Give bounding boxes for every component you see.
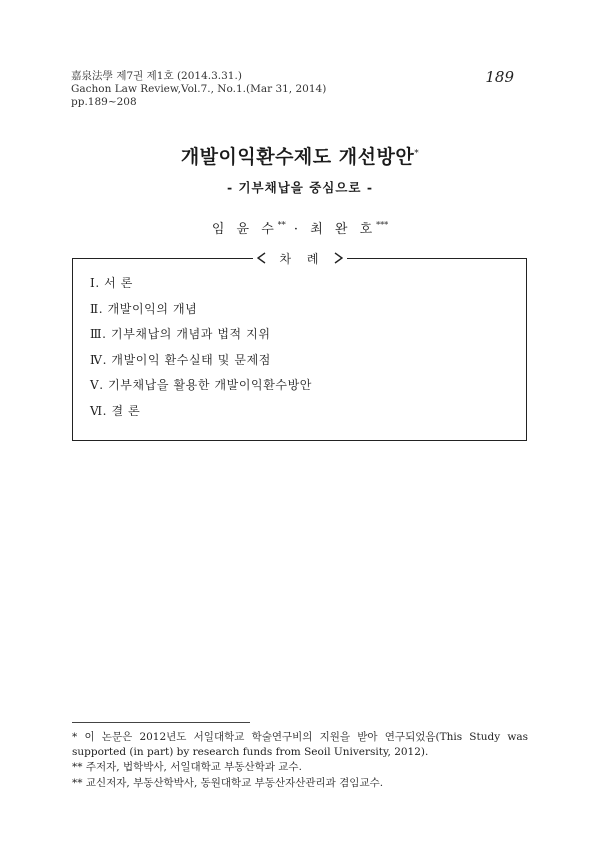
toc-list <box>90 275 312 428</box>
author-line <box>0 218 600 237</box>
footnote-funding: * 이 논문은 2012년도 서일대학교 학술연구비의 지원을 받아 연구되었음(This Study was supported (in part) by research funds from Seoil University, 2012). <box>72 731 528 758</box>
page-number: 189 <box>485 68 514 86</box>
article-subtitle: - 기부채납을 중심으로 - <box>226 180 374 195</box>
title-footnote-mark: * <box>414 148 420 159</box>
toc-heading <box>0 250 600 267</box>
journal-citation-english: Gachon Law Review,Vol.7., No.1.(Mar 31, 2014) <box>71 83 327 95</box>
article-title <box>0 142 600 169</box>
footnote-primary-author: ** 주저자, 법학박사, 서일대학교 부동산학과 교수. <box>72 761 302 773</box>
page-range: pp.189~208 <box>71 96 137 108</box>
toc-heading-text: 차 례 <box>279 252 325 266</box>
toc-item-recapture-plan: Ⅴ. 기부채납을 활용한 개발이익환수방안 <box>90 378 312 392</box>
toc-item-contribution-legal-status: Ⅲ. 기부채납의 개념과 법적 지위 <box>90 327 271 341</box>
author-corresponding: 최 완 호 <box>310 222 377 237</box>
article-title-text: 개발이익환수제도 개선방안 <box>180 146 415 168</box>
journal-citation-korean: 嘉泉法學 제7권 제1호 (2014.3.31.) <box>71 70 242 82</box>
author-separator: · <box>293 222 303 237</box>
footnote-divider <box>72 722 250 723</box>
toc-item-recapture-status-problems: Ⅳ. 개발이익 환수실태 및 문제점 <box>90 352 271 367</box>
toc-item-concept-development-gains: Ⅱ. 개발이익의 개념 <box>90 301 198 316</box>
angle-right-icon <box>334 252 343 264</box>
toc-item-conclusion: Ⅵ. 결 론 <box>90 403 141 418</box>
journal-info <box>71 70 326 109</box>
footnotes <box>72 730 528 791</box>
author-primary-mark: ** <box>277 220 286 230</box>
author-primary: 임 윤 수 <box>211 222 278 237</box>
toc-item-introduction: Ⅰ. 서 론 <box>90 276 133 290</box>
footnote-corresponding-author: ** 교신저자, 부동산학박사, 동원대학교 부동산자산관리과 겸임교수. <box>72 776 384 789</box>
angle-left-icon <box>257 252 266 264</box>
author-corresponding-mark: *** <box>376 220 389 230</box>
